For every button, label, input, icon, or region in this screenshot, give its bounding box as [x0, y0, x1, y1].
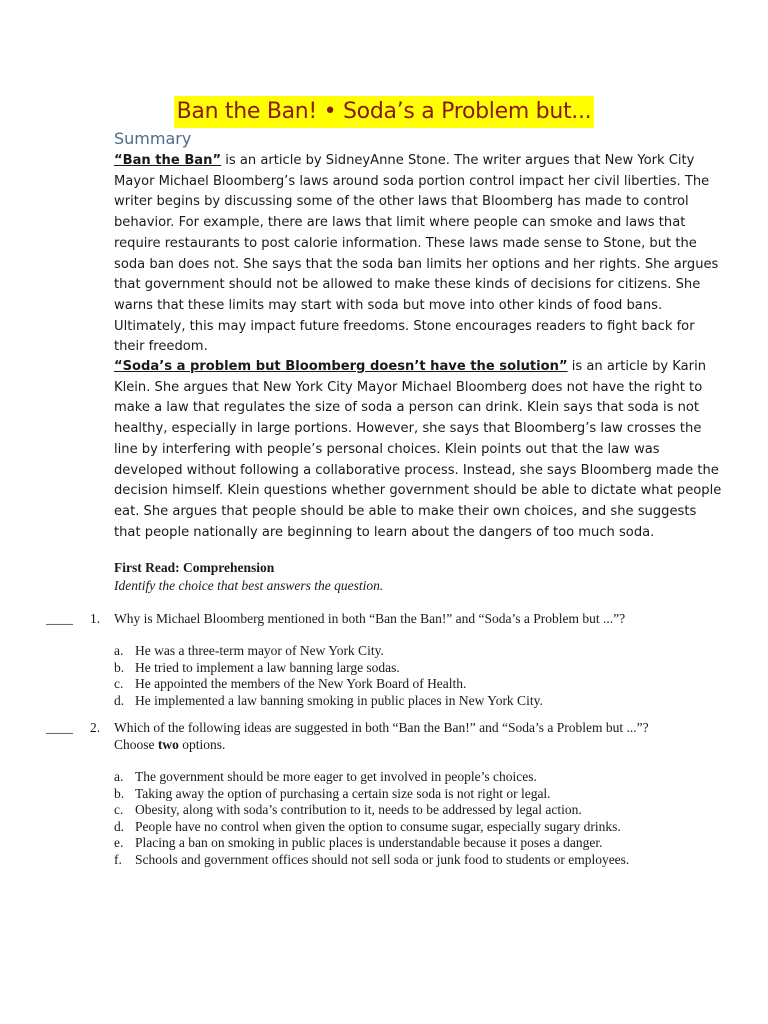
question-1-options [114, 643, 674, 709]
question-2-options [114, 769, 674, 868]
option-letter: c. [114, 676, 124, 691]
option-d [114, 693, 674, 710]
answer-blank[interactable]: ____ [46, 720, 73, 735]
summary-paragraph-sodas-a-problem [114, 357, 724, 543]
option-text: People have no control when given the option to consume sugar, especially sugary drinks. [135, 818, 621, 834]
question-text [114, 720, 674, 753]
option-letter: e. [114, 835, 124, 850]
answer-blank[interactable]: ____ [46, 611, 73, 626]
option-a [114, 769, 674, 786]
option-d [114, 819, 674, 836]
option-a [114, 643, 674, 660]
option-c [114, 802, 674, 819]
option-text: Taking away the option of purchasing a certain size soda is not right or legal. [135, 785, 551, 801]
option-letter: c. [114, 802, 124, 817]
question-emphasis: two [157, 736, 179, 752]
title-wrapper [0, 96, 768, 128]
option-text: Schools and government offices should not sell soda or junk food to students or employees. [135, 851, 630, 867]
question-number: 1. [90, 611, 101, 626]
option-letter: b. [114, 785, 125, 801]
option-e [114, 835, 674, 852]
option-c [114, 676, 674, 693]
option-letter: a. [114, 769, 124, 784]
option-letter: a. [114, 643, 124, 658]
option-text: He tried to implement a law banning large sodas. [135, 659, 400, 675]
question-number: 2. [90, 720, 101, 735]
option-text: He was a three-term mayor of New York City. [135, 643, 384, 658]
paragraph-text: is an article by SidneyAnne Stone. The writer argues that New York City Mayor Michael Bloomberg’s laws around soda portion control impact her civil liberties. The writer begins by discussing some of the other laws that Bloomberg has made to control behavior. For example, there are laws that limit where people can smoke and laws that require restaurants to post calorie information. These laws made sense to Stone, but the soda ban does not. She says that the soda ban limits her options and her rights. She argues that government should not be allowed to make these kinds of decisions for citizens. She warns that these limits may start with soda but move into other kinds of food bans. Ultimately, this may impact future freedoms. Stone encourages readers to fight back for their freedom. [114, 153, 719, 355]
option-b [114, 660, 674, 677]
page-title: Ban the Ban! • Soda’s a Problem but... [174, 96, 595, 128]
section-title: First Read: Comprehension [114, 560, 275, 575]
article-title-ban-the-ban: “Ban the Ban” [114, 153, 222, 168]
question-text-part: options. [178, 736, 226, 752]
section-instructions: Identify the choice that best answers the question. [114, 578, 384, 593]
option-letter: b. [114, 659, 125, 675]
paragraph-text: is an article by Karin Klein. She argues that New York City Mayor Michael Bloomberg does not have the right to make a law that regulates the size of soda a person can drink. Klein says that soda is not healthy, especially in large portions. However, she says that Bloomberg’s law crosses the line by interfering with people’s personal choices. Klein points out that the law was developed without following a collaborative process. Instead, she says Bloomberg made the decision himself. Klein questions whether government should be able to dictate what people eat. She argues that people should be able to make their own choices, and she suggests that people nationally are beginning to learn about the dangers of too much soda. [114, 359, 722, 540]
option-letter: d. [114, 692, 125, 708]
summary-paragraph-ban-the-ban [114, 151, 724, 358]
option-letter: d. [114, 818, 125, 834]
option-b [114, 786, 674, 803]
summary-heading: Summary [114, 129, 192, 148]
article-title-sodas-a-problem: “Soda’s a problem but Bloomberg doesn’t have the solution” [114, 359, 568, 374]
option-letter: f. [114, 851, 122, 867]
question-text: Why is Michael Bloomberg mentioned in both “Ban the Ban!” and “Soda’s a Problem but ...”? [114, 611, 626, 626]
option-text: He appointed the members of the New York Board of Health. [135, 676, 467, 691]
option-text: He implemented a law banning smoking in public places in New York City. [135, 692, 543, 708]
option-text: Obesity, along with soda’s contribution to it, needs to be addressed by legal action. [135, 802, 582, 817]
option-f [114, 852, 674, 869]
option-text: The government should be more eager to get involved in people’s choices. [135, 769, 537, 784]
option-text: Placing a ban on smoking in public places is understandable because it poses a danger. [135, 835, 603, 850]
question-text-part: Which of the following ideas are suggested in both “Ban the Ban!” and “Soda’s a Problem but ...”? Choose [114, 720, 649, 752]
